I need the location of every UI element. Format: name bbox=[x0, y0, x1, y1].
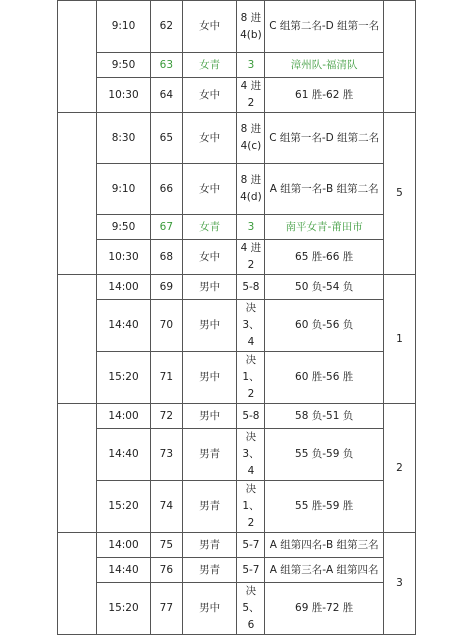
round-cell bbox=[237, 1, 265, 53]
court-cell: 5 bbox=[383, 113, 415, 275]
group-cell: 男中 bbox=[182, 275, 237, 300]
round-cell bbox=[237, 113, 265, 164]
round-cell bbox=[237, 583, 265, 635]
round-cell bbox=[237, 352, 265, 404]
match-number-cell: 71 bbox=[150, 352, 182, 404]
group-cell: 男青 bbox=[182, 533, 237, 558]
matchup-cell: 60 负-56 负 bbox=[265, 300, 384, 352]
time-cell: 9:50 bbox=[97, 215, 151, 240]
matchup-cell: C 组第二名-D 组第一名 bbox=[265, 1, 384, 53]
matchup-cell: 60 胜-56 胜 bbox=[265, 352, 384, 404]
group-cell: 男青 bbox=[182, 558, 237, 583]
group-cell: 女青 bbox=[182, 53, 237, 78]
time-cell: 9:10 bbox=[97, 1, 151, 53]
matchup-cell: 50 负-54 负 bbox=[265, 275, 384, 300]
time-cell: 15:20 bbox=[97, 352, 151, 404]
round-line: 8 进 bbox=[240, 123, 262, 135]
group-cell: 女中 bbox=[182, 113, 237, 164]
time-cell: 14:40 bbox=[97, 300, 151, 352]
round-cell bbox=[237, 164, 265, 215]
time-cell: 14:40 bbox=[97, 429, 151, 481]
table-row bbox=[58, 1, 416, 53]
table-row bbox=[58, 113, 416, 164]
time-cell: 14:40 bbox=[97, 558, 151, 583]
group-cell: 男中 bbox=[182, 300, 237, 352]
table-row bbox=[58, 404, 416, 429]
match-number-cell: 62 bbox=[150, 1, 182, 53]
round-line: 2 bbox=[247, 517, 255, 529]
matchup-cell: 南平女青-莆田市 bbox=[265, 215, 384, 240]
group-cell: 男青 bbox=[182, 429, 237, 481]
match-number-cell: 67 bbox=[150, 215, 182, 240]
table-row bbox=[58, 215, 416, 240]
group-cell: 男青 bbox=[182, 481, 237, 533]
time-cell: 9:50 bbox=[97, 53, 151, 78]
matchup-cell: C 组第一名-D 组第二名 bbox=[265, 113, 384, 164]
table-row bbox=[58, 240, 416, 275]
round-cell bbox=[237, 429, 265, 481]
time-cell: 15:20 bbox=[97, 481, 151, 533]
round-line: 决 1、 bbox=[242, 483, 260, 512]
round-cell: 5-8 bbox=[237, 275, 265, 300]
match-number-cell: 69 bbox=[150, 275, 182, 300]
table-row bbox=[58, 352, 416, 404]
table-row bbox=[58, 78, 416, 113]
matchup-cell: 58 负-51 负 bbox=[265, 404, 384, 429]
date-cell bbox=[58, 275, 97, 404]
round-cell: 5-8 bbox=[237, 404, 265, 429]
table-row bbox=[58, 429, 416, 481]
round-line: 8 进 bbox=[240, 11, 262, 24]
group-cell: 男中 bbox=[182, 352, 237, 404]
time-cell: 10:30 bbox=[97, 78, 151, 113]
matchup-cell: 漳州队-福清队 bbox=[265, 53, 384, 78]
group-cell: 女中 bbox=[182, 78, 237, 113]
round-line: 4 bbox=[247, 465, 255, 477]
table-row bbox=[58, 533, 416, 558]
group-cell: 男中 bbox=[182, 583, 237, 635]
time-cell: 14:00 bbox=[97, 275, 151, 300]
match-number-cell: 74 bbox=[150, 481, 182, 533]
table-row bbox=[58, 300, 416, 352]
round-line: 决 1、 bbox=[242, 354, 260, 383]
matchup-cell: A 组第一名-B 组第二名 bbox=[265, 164, 384, 215]
match-number-cell: 68 bbox=[150, 240, 182, 275]
matchup-cell: 61 胜-62 胜 bbox=[265, 78, 384, 113]
group-cell: 男中 bbox=[182, 404, 237, 429]
date-cell bbox=[58, 1, 97, 113]
round-line: 4(b) bbox=[240, 28, 262, 41]
round-cell: 3 bbox=[237, 215, 265, 240]
round-line: 4(d) bbox=[240, 191, 262, 203]
table-row bbox=[58, 164, 416, 215]
time-cell: 14:00 bbox=[97, 533, 151, 558]
round-line: 6 bbox=[247, 619, 255, 631]
time-cell: 15:20 bbox=[97, 583, 151, 635]
round-cell: 3 bbox=[237, 53, 265, 78]
match-schedule-table bbox=[57, 0, 416, 635]
table-row bbox=[58, 275, 416, 300]
match-number-cell: 73 bbox=[150, 429, 182, 481]
round-cell: 5-7 bbox=[237, 533, 265, 558]
matchup-cell: 69 胜-72 胜 bbox=[265, 583, 384, 635]
date-cell bbox=[58, 404, 97, 533]
table-row bbox=[58, 558, 416, 583]
time-cell: 14:00 bbox=[97, 404, 151, 429]
court-cell bbox=[383, 1, 415, 113]
matchup-cell: A 组第三名-A 组第四名 bbox=[265, 558, 384, 583]
round-line: 决 3、 bbox=[242, 302, 260, 331]
round-line: 决 5、 bbox=[242, 585, 260, 614]
matchup-cell: 65 胜-66 胜 bbox=[265, 240, 384, 275]
round-line: 8 进 bbox=[240, 174, 262, 186]
match-number-cell: 66 bbox=[150, 164, 182, 215]
matchup-cell: A 组第四名-B 组第三名 bbox=[265, 533, 384, 558]
match-number-cell: 70 bbox=[150, 300, 182, 352]
time-cell: 10:30 bbox=[97, 240, 151, 275]
round-cell: 4 进 2 bbox=[237, 240, 265, 275]
matchup-cell: 55 胜-59 胜 bbox=[265, 481, 384, 533]
match-number-cell: 63 bbox=[150, 53, 182, 78]
table-row bbox=[58, 583, 416, 635]
round-line: 4 bbox=[247, 336, 255, 348]
group-cell: 女青 bbox=[182, 215, 237, 240]
round-line: 4(c) bbox=[240, 140, 262, 152]
table-row bbox=[58, 481, 416, 533]
date-cell bbox=[58, 533, 97, 635]
match-number-cell: 76 bbox=[150, 558, 182, 583]
date-cell bbox=[58, 113, 97, 275]
match-number-cell: 77 bbox=[150, 583, 182, 635]
group-cell: 女中 bbox=[182, 1, 237, 53]
table-row bbox=[58, 53, 416, 78]
round-cell bbox=[237, 481, 265, 533]
court-cell: 1 bbox=[383, 275, 415, 404]
match-number-cell: 72 bbox=[150, 404, 182, 429]
round-line: 2 bbox=[247, 388, 255, 400]
court-cell: 3 bbox=[383, 533, 415, 635]
matchup-cell: 55 负-59 负 bbox=[265, 429, 384, 481]
round-cell bbox=[237, 300, 265, 352]
match-number-cell: 75 bbox=[150, 533, 182, 558]
round-cell: 5-7 bbox=[237, 558, 265, 583]
group-cell: 女中 bbox=[182, 164, 237, 215]
match-number-cell: 65 bbox=[150, 113, 182, 164]
court-cell: 2 bbox=[383, 404, 415, 533]
time-cell: 9:10 bbox=[97, 164, 151, 215]
time-cell: 8:30 bbox=[97, 113, 151, 164]
match-number-cell: 64 bbox=[150, 78, 182, 113]
group-cell: 女中 bbox=[182, 240, 237, 275]
round-line: 决 3、 bbox=[242, 431, 260, 460]
round-cell: 4 进 2 bbox=[237, 78, 265, 113]
